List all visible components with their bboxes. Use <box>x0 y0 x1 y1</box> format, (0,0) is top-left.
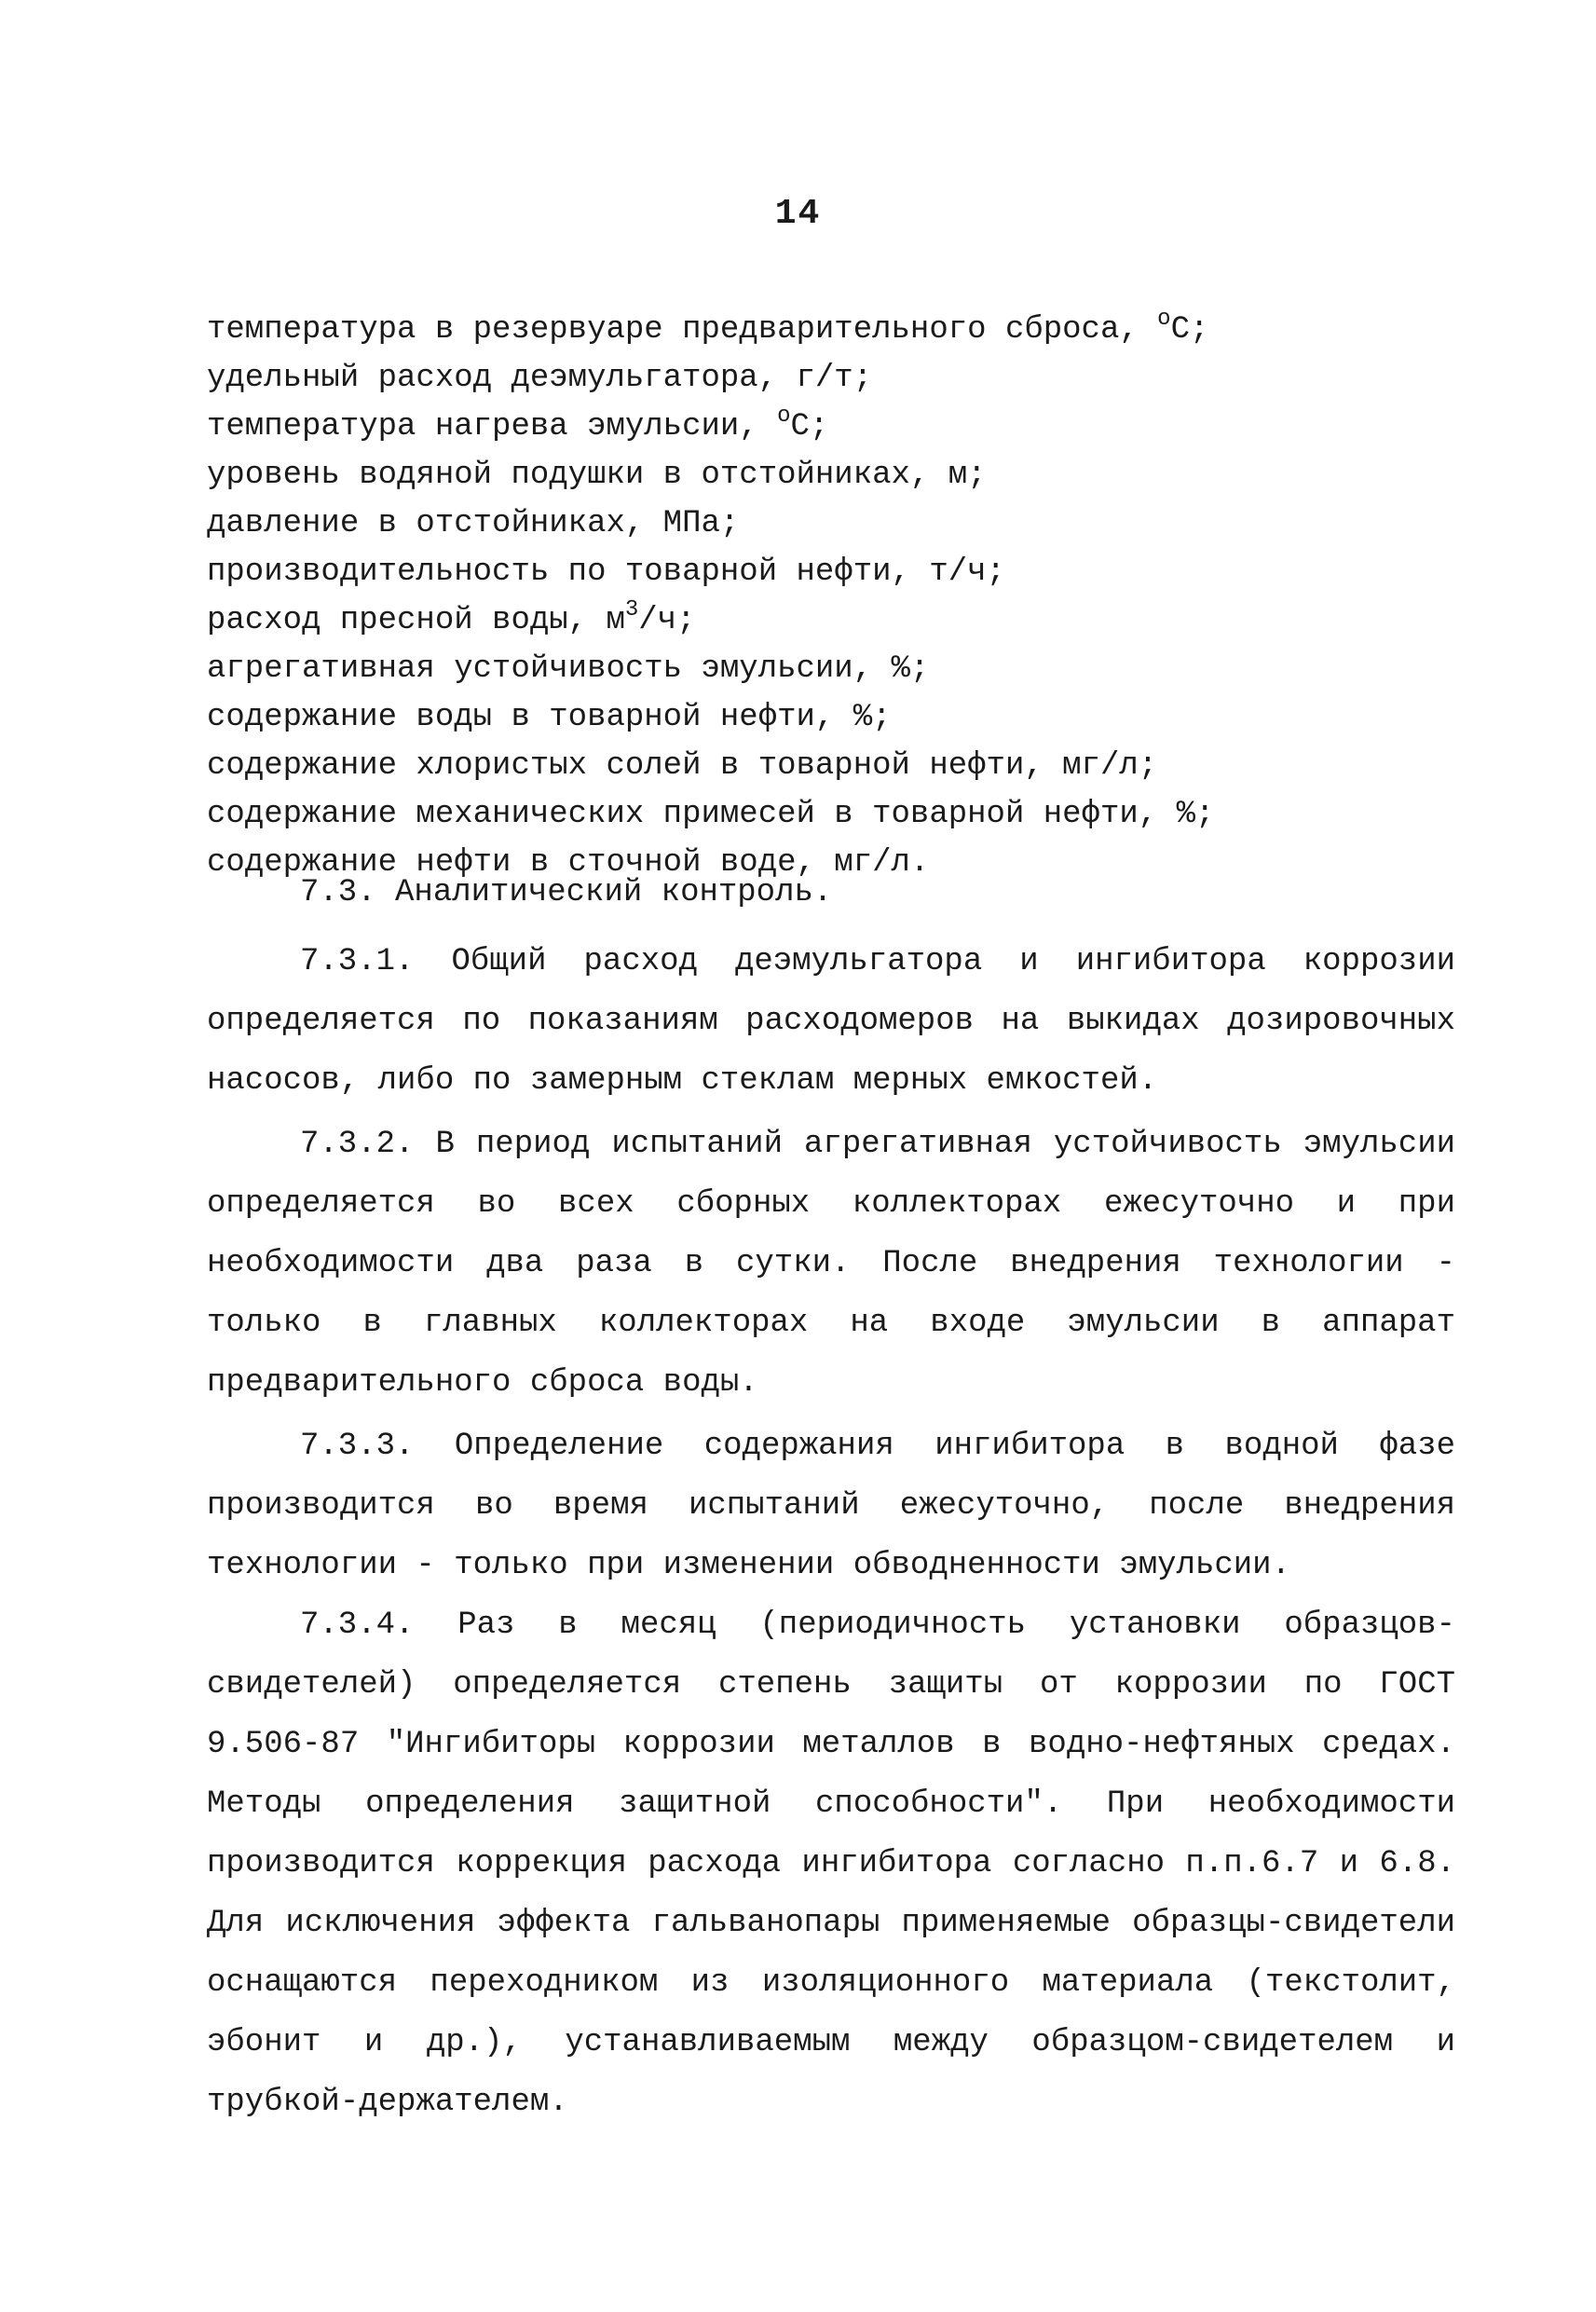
list-item: давление в отстойниках, МПа; <box>207 506 740 541</box>
section-heading: 7.3. Аналитический контроль. <box>300 875 833 910</box>
page-number: 14 <box>774 194 822 234</box>
parameter-list <box>207 306 1437 887</box>
list-item: содержание нефти в сточной воде, мг/л. <box>207 845 930 881</box>
list-item: содержание механических примесей в товарной нефти, %; <box>207 797 1215 832</box>
list-item: производительность по товарной нефти, т/ч; <box>207 554 1005 590</box>
list-item: уровень водяной подушки в отстойниках, м; <box>207 458 987 493</box>
paragraph-7-3-3: 7.3.3. Определение содержания ингибитора в водной фазе производится во время испытаний ежесуточно, после внедрения технологии - только при изменении обводненности эмульсии. <box>207 1429 1455 1583</box>
paragraph-7-3-2: 7.3.2. В период испытаний агрегативная устойчивость эмульсии определяется во всех сборных коллекторах ежесуточно и при необходимости два раза в сутки. После внедрения технологии - только в главных коллекторах на входе эмульсии в аппарат предварительного сброса воды. <box>207 1127 1455 1401</box>
list-item: содержание хлористых солей в товарной нефти, мг/л; <box>207 748 1158 784</box>
list-item: удельный расход деэмульгатора, г/т; <box>207 361 873 396</box>
list-item: агрегативная устойчивость эмульсии, %; <box>207 651 930 687</box>
paragraph-7-3-1: 7.3.1. Общий расход деэмульгатора и ингибитора коррозии определяется по показаниям расходомеров на выкидах дозировочных насосов, либо по замерным стеклам мерных емкостей. <box>207 944 1455 1099</box>
paragraph-7-3-4: 7.3.4. Раз в месяц (периодичность установки образцов-свидетелей) определяется степень защиты от коррозии по ГОСТ 9.506-87 "Ингибиторы коррозии металлов в водно-нефтяных средах. Методы определения защитной способности". При необходимости производится коррекция расхода ингибитора согласно п.п.6.7 и 6.8. Для исключения эффекта гальванопары применяемые образцы-свидетели оснащаются переходником из изоляционного материала (текстолит, эбонит и др.), устанавливаемым между образцом-свидетелем и трубкой-держателем. <box>207 1607 1455 2120</box>
list-item: температура нагрева эмульсии, $^о$С; <box>207 404 829 445</box>
list-item: расход пресной воды, $м^3/ч$; <box>207 597 696 638</box>
list-item: содержание воды в товарной нефти, %; <box>207 700 892 735</box>
list-item: температура в резервуаре предварительного сброса, $^о$С; <box>207 307 1209 348</box>
